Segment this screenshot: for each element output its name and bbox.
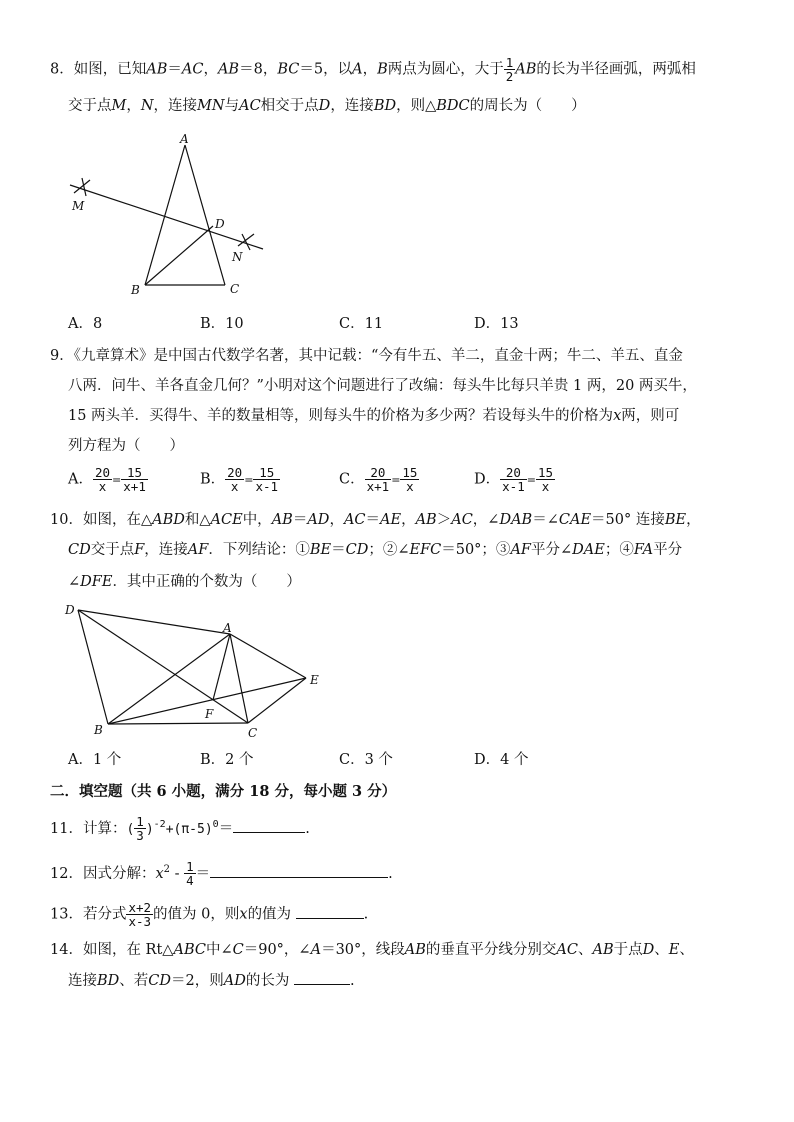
label-M: M	[72, 199, 85, 213]
q9-line4: 列方程为（ ）	[68, 438, 184, 454]
q9-line3: 15 两头羊．买得牛、羊的数量相等，则每头牛的价格为多少两？若设每头牛的价格为x两，则可	[68, 408, 680, 424]
q8-triangle-figure	[60, 130, 280, 300]
q8-option-b[interactable]: B．10	[200, 316, 244, 332]
label-E: E	[310, 673, 319, 687]
line-MN	[70, 185, 263, 249]
q10-line3: ∠DFE．其中正确的个数为（ ）	[68, 574, 301, 590]
q9-option-c[interactable]: C． $\frac{20}{x+1}$ = $\frac{15}{x}$	[339, 465, 418, 494]
q10-option-c[interactable]: C．3 个	[339, 752, 393, 768]
segment-AC	[230, 634, 248, 723]
arc-mark-N	[238, 234, 254, 246]
label-D: D	[65, 603, 75, 617]
q12: 12．因式分解：$x^2$ - $\frac{1}{4}$ ＝ .	[50, 859, 393, 889]
label-A: A	[223, 621, 232, 635]
q9-option-b[interactable]: B． $\frac{20}{x}$ = $\frac{15}{x-1}$	[200, 465, 279, 494]
segment-AC	[185, 145, 225, 285]
segment-BC	[108, 723, 248, 724]
q11: 11．计算：( $\frac{1}{3}$ )$^{-2}+(\pi-5)^0=$ .	[50, 814, 310, 844]
segment-BD	[145, 226, 213, 285]
q8-option-c[interactable]: C．11	[339, 316, 384, 332]
q10-line1: 10．如图，在△ABD和△ACE中，AB＝AD，AC＝AE，AB＞AC，∠DAB＝∠CAE＝50° 连接BE，	[50, 512, 701, 528]
fraction-half: $\frac{1}{2}$	[505, 55, 514, 84]
segment-AF	[213, 634, 230, 700]
answer-blank-q11[interactable]	[233, 818, 305, 833]
label-B: B	[94, 723, 103, 737]
q8-option-a[interactable]: A．8	[68, 316, 103, 332]
q9-line2: 八两．问牛、羊各直金几何？”小明对这个问题进行了改编：每头牛比每只羊贵 1 两，20 两买牛，	[68, 378, 697, 394]
q8-option-d[interactable]: D．13	[474, 316, 519, 332]
q10-option-d[interactable]: D．4 个	[474, 752, 529, 768]
answer-blank-q13[interactable]	[296, 904, 364, 919]
q14-line1: 14．如图，在 Rt△ABC中∠C＝90°，∠A＝30°，线段AB的垂直平分线分别交AC、AB于点D、E、	[50, 942, 694, 958]
q10-figure	[60, 598, 330, 740]
q9-option-d[interactable]: D． $\frac{20}{x-1}$ = $\frac{15}{x}$	[474, 465, 553, 494]
q8-line2: 交于点M，N，连接MN与AC相交于点D，连接BD，则△BDC的周长为（ ）	[68, 98, 586, 114]
q10-line2: CD交于点F，连接AF．下列结论：①BE＝CD；②∠EFC＝50°；③AF平分∠DAE；④FA平分	[68, 542, 683, 558]
segment-DA	[78, 610, 230, 634]
q9-line1: 9．《九章算术》是中国古代数学名著，其中记载：“今有牛五、羊二，直金十两；牛二、羊五、直金	[50, 348, 683, 364]
q10-option-b[interactable]: B．2 个	[200, 752, 254, 768]
section-heading-fill-blank: 二．填空题（共 6 小题，满分 18 分，每小题 3 分）	[50, 783, 397, 800]
label-D: D	[215, 217, 225, 231]
q10-option-a[interactable]: A．1 个	[68, 752, 122, 768]
label-C: C	[230, 282, 240, 296]
segment-AB	[145, 145, 185, 285]
answer-blank-q14[interactable]	[294, 970, 350, 985]
q8-line1: 8．如图，已知AB＝AC，AB＝8，BC＝5，以A，B两点为圆心，大于 $\frac{1}{2}$ AB的长为半径画弧，两弧相	[50, 55, 696, 84]
label-N: N	[232, 250, 243, 264]
segment-AE	[230, 634, 306, 678]
answer-blank-q12[interactable]	[210, 863, 388, 878]
q14-line2: 连接BD、若CD＝2，则AD的长为 .	[68, 970, 355, 991]
label-B: B	[131, 283, 140, 297]
label-F: F	[205, 707, 214, 721]
label-A: A	[180, 132, 189, 146]
label-C: C	[248, 726, 258, 740]
q9-option-a[interactable]: A． $\frac{20}{x}$ = $\frac{15}{x+1}$	[68, 465, 146, 494]
q13: 13．若分式 $\frac{x+2}{x-3}$ 的值为 0，则x的值为 .	[50, 900, 369, 929]
